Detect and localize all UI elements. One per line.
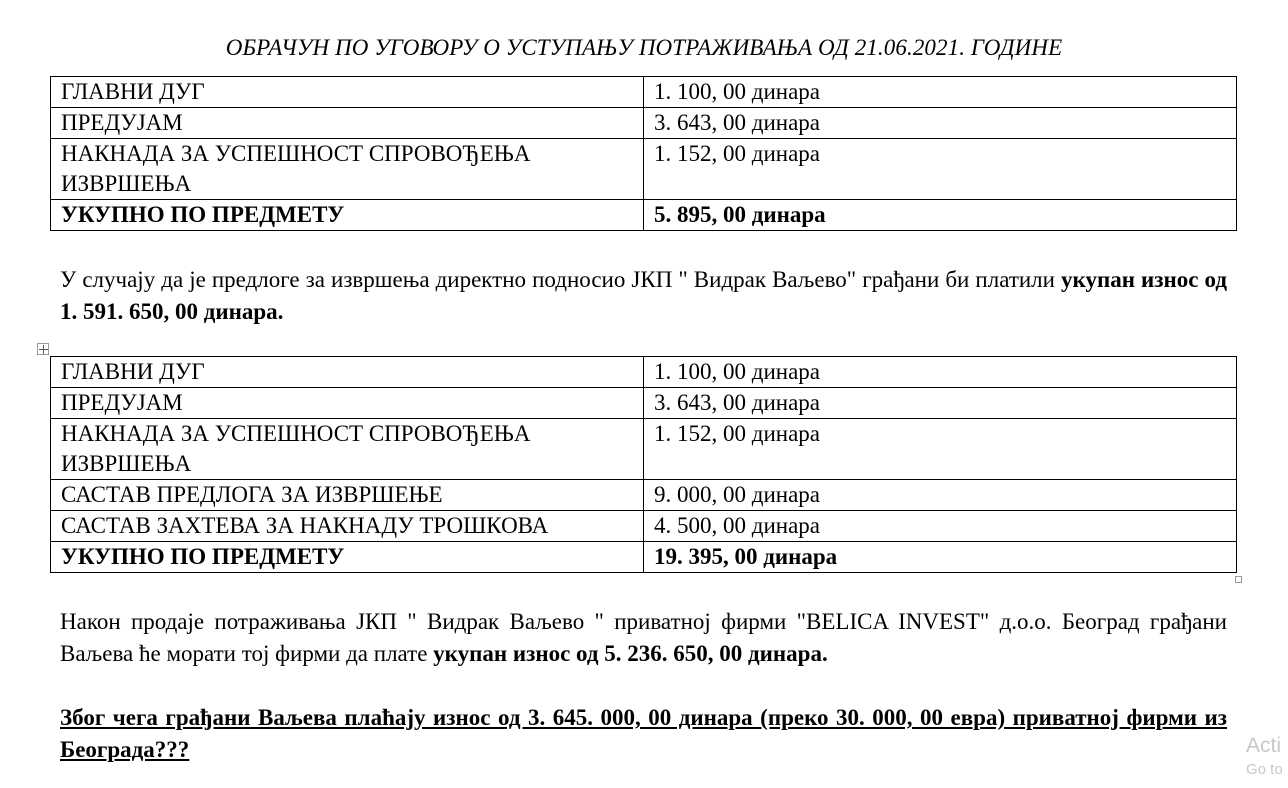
total-value: 5. 895, 00 динара: [644, 200, 1237, 231]
row-label: НАКНАДА ЗА УСПЕШНОСТ СПРОВОЂЕЊА ИЗВРШЕЊА: [51, 139, 644, 200]
paragraph-after-sale: [60, 606, 1227, 670]
table-row: [51, 388, 1237, 419]
total-label: УКУПНО ПО ПРЕДМЕТУ: [51, 200, 644, 231]
row-value: 1. 100, 00 динара: [644, 77, 1237, 108]
paragraph-text: У случају да је предлоге за извршења директно подносио ЈКП " Видрак Ваљево" грађани би платили: [60, 267, 1062, 292]
resize-square-icon[interactable]: [1235, 576, 1242, 583]
row-value: 1. 152, 00 динара: [644, 419, 1237, 480]
paragraph-bold-amount: укупан износ од 1. 591. 650, 00 динара.: [60, 267, 1228, 324]
table-row: [51, 139, 1237, 200]
paragraph-text: Након продаје потраживања ЈКП " Видрак Ваљево " приватној фирми "BELICA INVEST" д.о.о. Београд грађани Ваљева ће морати тој фирми да плате: [60, 609, 1227, 666]
total-label: УКУПНО ПО ПРЕДМЕТУ: [51, 542, 644, 573]
watermark-line-2: Go to: [1246, 761, 1283, 778]
row-value: 3. 643, 00 динара: [644, 388, 1237, 419]
row-label: ПРЕДУЈАМ: [51, 388, 644, 419]
activation-watermark: [1246, 733, 1283, 781]
row-value: 4. 500, 00 динара: [644, 511, 1237, 542]
table-total-row: [51, 200, 1237, 231]
calculation-table-2: [50, 356, 1237, 573]
move-cross-icon[interactable]: [37, 343, 49, 355]
watermark-line-1: Acti: [1246, 734, 1282, 757]
paragraph-question: Због чега грађани Ваљева плаћају износ од 3. 645. 000, 00 динара (преко 30. 000, 00 евра) приватној фирми из Београда???: [60, 705, 1227, 762]
table-row: [51, 108, 1237, 139]
table-row: [51, 480, 1237, 511]
row-value: 3. 643, 00 динара: [644, 108, 1237, 139]
row-value: 9. 000, 00 динара: [644, 480, 1237, 511]
total-value: 19. 395, 00 динара: [644, 542, 1237, 573]
row-value: 1. 152, 00 динара: [644, 139, 1237, 200]
paragraph-bold-amount: укупан износ од 5. 236. 650, 00 динара.: [433, 641, 828, 666]
document-title: ОБРАЧУН ПО УГОВОРУ О УСТУПАЊУ ПОТРАЖИВАЊА ОД 21.06.2021. ГОДИНЕ: [225, 35, 1063, 60]
table-row: [51, 419, 1237, 480]
row-label: ПРЕДУЈАМ: [51, 108, 644, 139]
row-label: САСТАВ ЗАХТЕВА ЗА НАКНАДУ ТРОШКОВА: [51, 511, 644, 542]
paragraph-direct-filing: [60, 264, 1227, 328]
table-total-row: [51, 542, 1237, 573]
row-label: НАКНАДА ЗА УСПЕШНОСТ СПРОВОЂЕЊА ИЗВРШЕЊА: [51, 419, 644, 480]
calculation-table-1: [50, 76, 1237, 231]
table-row: [51, 511, 1237, 542]
row-label: ГЛАВНИ ДУГ: [51, 357, 644, 388]
row-value: 1. 100, 00 динара: [644, 357, 1237, 388]
table-row: [51, 77, 1237, 108]
table-row: [51, 357, 1237, 388]
row-label: ГЛАВНИ ДУГ: [51, 77, 644, 108]
row-label: САСТАВ ПРЕДЛОГА ЗА ИЗВРШЕЊЕ: [51, 480, 644, 511]
